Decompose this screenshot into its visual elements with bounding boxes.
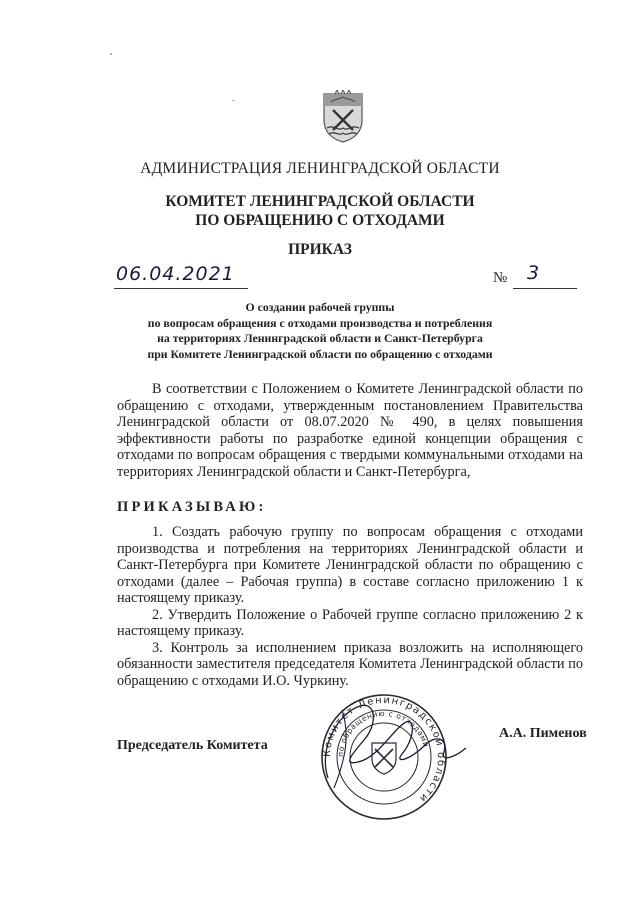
signer-title: Председатель Комитета bbox=[117, 738, 268, 753]
scan-fleck bbox=[110, 53, 112, 55]
committee-line-2: ПО ОБРАЩЕНИЮ С ОТХОДАМИ bbox=[195, 212, 445, 229]
committee-line-1: КОМИТЕТ ЛЕНИНГРАДСКОЙ ОБЛАСТИ bbox=[165, 193, 475, 210]
number-underline bbox=[513, 268, 577, 289]
committee-heading bbox=[0, 192, 640, 230]
administration-heading: АДМИНИСТРАЦИЯ ЛЕНИНГРАДСКОЙ ОБЛАСТИ bbox=[140, 160, 500, 177]
subject-line-4: при Комитете Ленинградской области по обращению с отходами bbox=[147, 346, 493, 361]
order-item-1: 1. Создать рабочую группу по вопросам обращения с отходами производства и потребления на территориях Ленинградской области и Санкт-Петербурга при Комитете Ленинградской области по обращению с отходами (далее – Рабочая группа) в составе согласно приложению 1 к настоящему приказу. bbox=[117, 524, 583, 606]
subject-line-2: по вопросам обращения с отходами производства и потребления bbox=[147, 315, 493, 330]
preamble bbox=[117, 381, 583, 480]
subject-line-3: на территориях Ленинградской области и Санкт-Петербурга bbox=[157, 331, 483, 345]
order-item-3: 3. Контроль за исполнением приказа возложить на исполняющего обязанности заместителя председателя Комитета Ленинградской области по обращению с отходами И.О. Чуркину. bbox=[117, 639, 583, 689]
seal-inner-text: по обращению с отходами bbox=[335, 708, 431, 758]
order-word: ПРИКАЗЫВАЮ: bbox=[117, 499, 267, 515]
coat-of-arms-icon bbox=[321, 90, 365, 144]
preamble-paragraph: В соответствии с Положением о Комитете Ленинградской области по обращению с отходами, утвержденным постановлением Правительства Ленинградской области от 08.07.2020 № 490, в целях повышения эффективности работы по разработке единой концепции обращения с отходами по вопросам обращения с твердыми коммунальными отходами на территориях Ленинградской области и Санкт-Петербурга, bbox=[117, 381, 583, 480]
handwritten-signature-icon bbox=[298, 688, 478, 808]
order-item-2: 2. Утвердить Положение о Рабочей группе согласно приложению 2 к настоящему приказу. bbox=[117, 606, 583, 639]
handwritten-number: 3 bbox=[527, 262, 540, 284]
seal-outer-text: Комитет Ленинградской области bbox=[321, 694, 447, 805]
order-items bbox=[117, 524, 583, 689]
scan-fleck bbox=[232, 100, 235, 101]
order-subject bbox=[90, 300, 550, 362]
subject-line-1: О создании рабочей группы bbox=[245, 300, 395, 314]
signer-name: А.А. Пименов bbox=[499, 726, 587, 741]
number-label: № bbox=[493, 270, 508, 286]
handwritten-date: 06.04.2021 bbox=[116, 263, 235, 285]
document-type-title: ПРИКАЗ bbox=[288, 241, 352, 258]
